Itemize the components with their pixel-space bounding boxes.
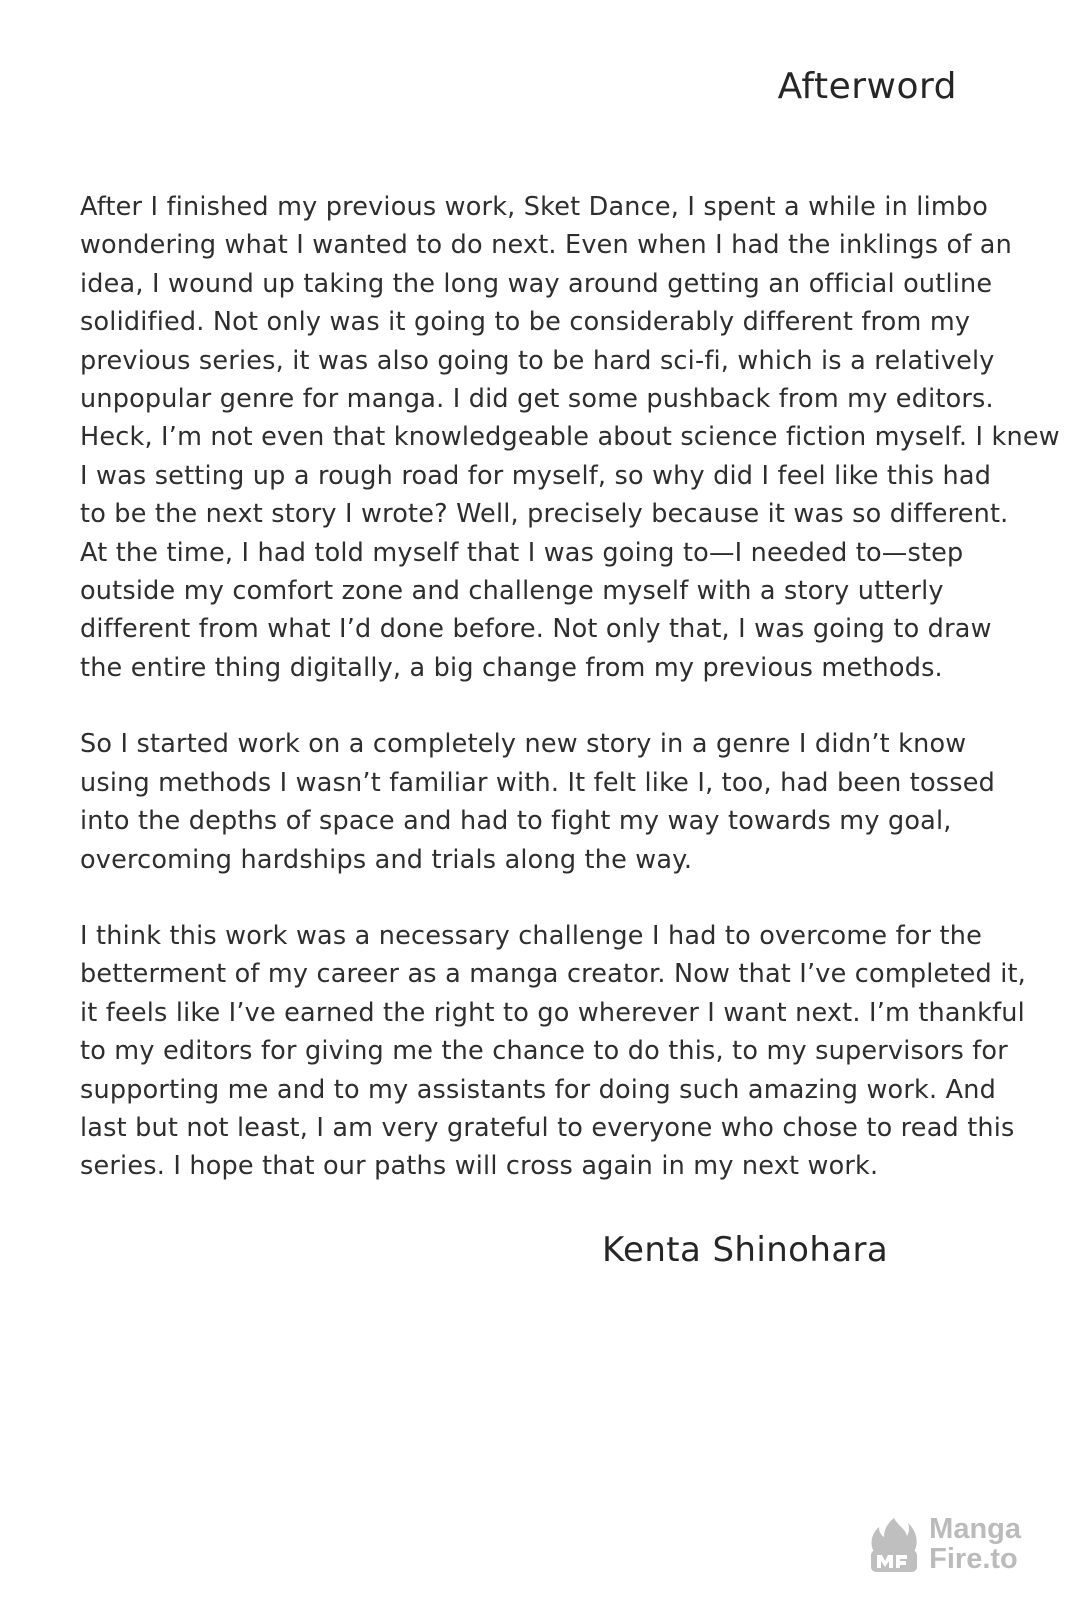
text-line: to be the next story I wrote? Well, precisely because it was so different. — [80, 499, 1009, 530]
site-watermark — [865, 1514, 1021, 1574]
text-line: betterment of my career as a manga creator. Now that I’ve completed it, — [80, 959, 1026, 990]
text-line: At the time, I had told myself that I was going to—I needed to—step — [80, 537, 964, 568]
text-line: supporting me and to my assistants for doing such amazing work. And — [80, 1074, 996, 1105]
watermark-line-1: Manga — [929, 1513, 1021, 1545]
afterword-body — [80, 188, 1060, 1224]
text-line: idea, I wound up taking the long way around getting an official outline — [80, 268, 993, 299]
page-title: Afterword — [777, 66, 957, 107]
text-line: solidified. Not only was it going to be considerably different from my — [80, 307, 971, 338]
text-line: I think this work was a necessary challenge I had to overcome for the — [80, 920, 982, 951]
watermark-line-2: Fire.to — [929, 1543, 1018, 1575]
text-line: unpopular genre for manga. I did get some pushback from my editors. — [80, 384, 994, 415]
paragraph-3 — [80, 917, 1026, 1186]
paragraph-1 — [80, 188, 1060, 687]
watermark-text — [929, 1514, 1021, 1574]
text-line: to my editors for giving me the chance to do this, to my supervisors for — [80, 1036, 1008, 1067]
text-line: it feels like I’ve earned the right to go wherever I want next. I’m thankful — [80, 997, 1025, 1028]
text-line: I was setting up a rough road for myself, so why did I feel like this had — [80, 460, 992, 491]
text-line: After I finished my previous work, Sket Dance, I spent a while in limbo — [80, 192, 989, 222]
text-line: outside my comfort zone and challenge myself with a story utterly — [80, 576, 944, 607]
text-line: overcoming hardships and trials along the way. — [80, 844, 693, 875]
text-line: different from what I’d done before. Not only that, I was going to draw — [80, 614, 992, 645]
text-line: series. I hope that our paths will cross again in my next work. — [80, 1151, 879, 1182]
text-line: into the depths of space and had to fight my way towards my goal, — [80, 806, 952, 837]
text-line: Heck, I’m not even that knowledgeable about science fiction myself. I knew — [80, 422, 1060, 453]
text-line: the entire thing digitally, a big change from my previous methods. — [80, 652, 943, 683]
author-signature: Kenta Shinohara — [602, 1230, 889, 1270]
paragraph-2 — [80, 725, 996, 879]
text-line: wondering what I wanted to do next. Even when I had the inklings of an — [80, 230, 1012, 261]
text-line: So I started work on a completely new story in a genre I didn’t know — [80, 729, 967, 760]
flame-logo-icon — [865, 1514, 923, 1574]
text-line: last but not least, I am very grateful to everyone who chose to read this — [80, 1112, 1015, 1143]
text-line: previous series, it was also going to be hard sci-fi, which is a relatively — [80, 345, 995, 376]
text-line: using methods I wasn’t familiar with. It felt like I, too, had been tossed — [80, 767, 996, 798]
